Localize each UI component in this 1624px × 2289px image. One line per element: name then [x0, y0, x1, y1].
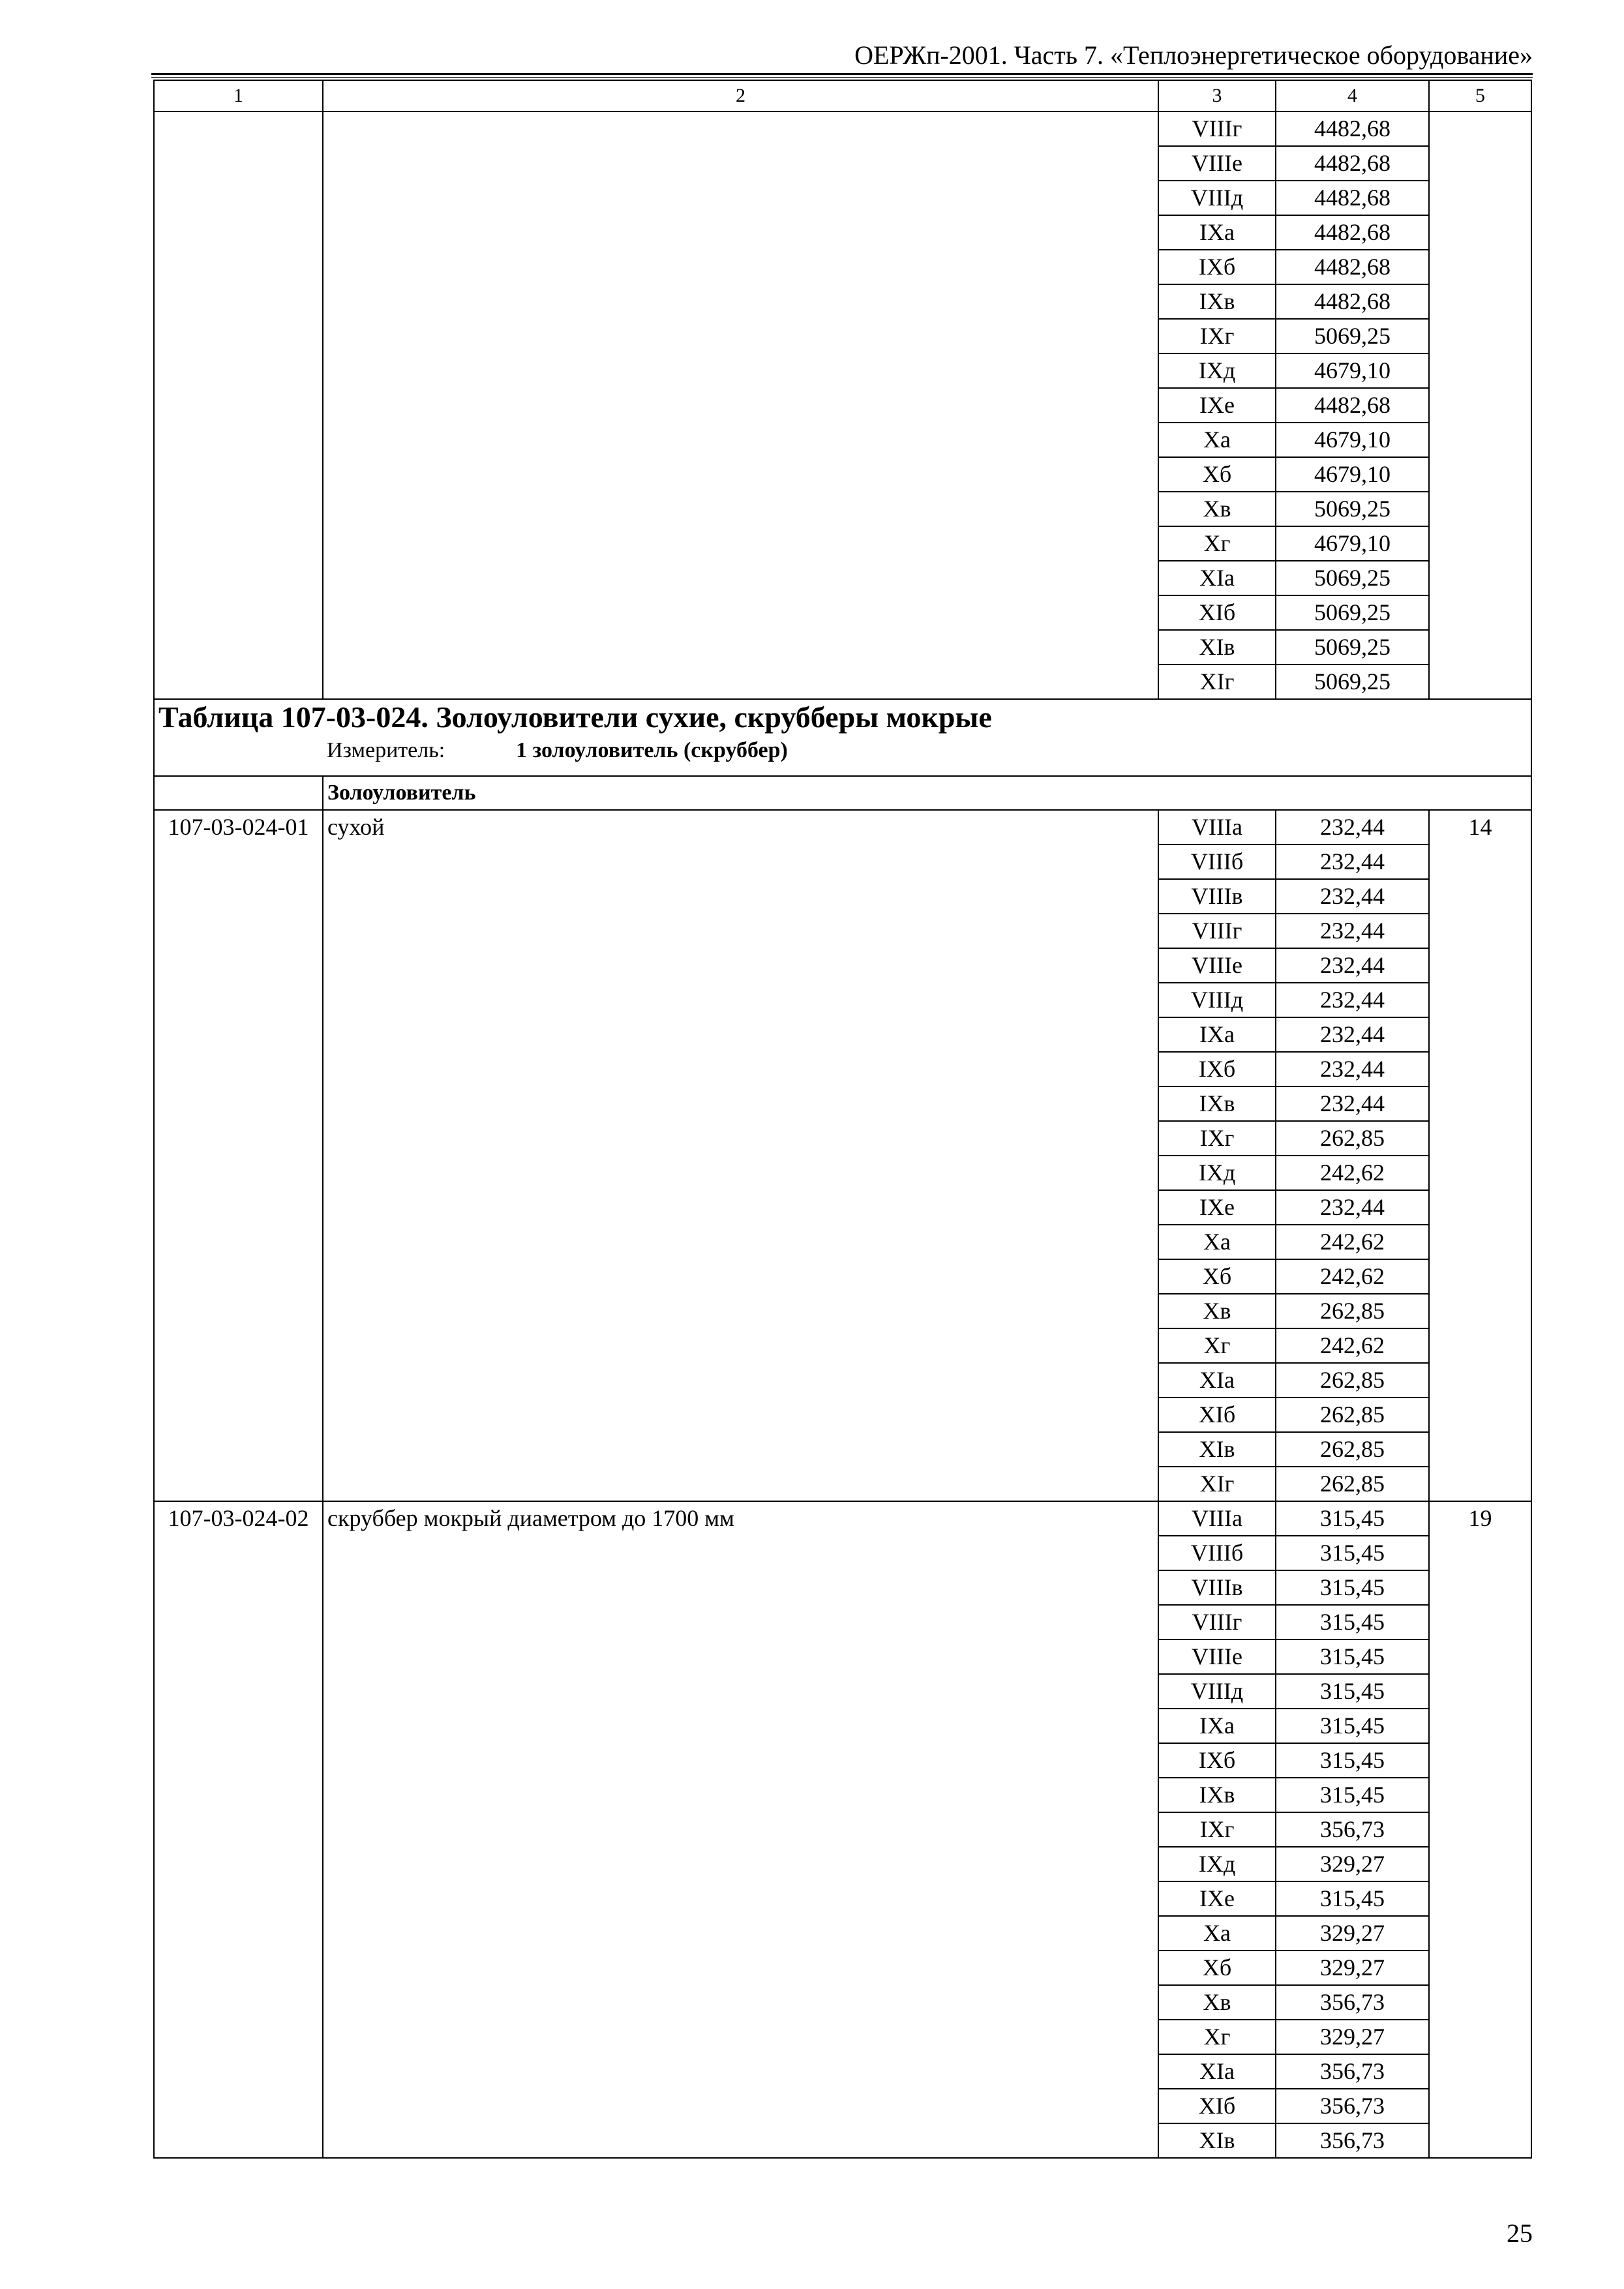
price-value-cell: 4482,68: [1276, 146, 1429, 181]
page-number: 25: [1507, 2219, 1533, 2248]
region-class-cell: IXд: [1158, 353, 1276, 388]
region-class-cell: IXа: [1158, 1709, 1276, 1743]
region-class-cell: XIг: [1158, 665, 1276, 699]
norm-cell: 19: [1429, 1501, 1531, 2158]
region-class-cell: Xа: [1158, 423, 1276, 457]
page-header: ОЕРЖп-2001. Часть 7. «Теплоэнергетическое оборудование»: [854, 40, 1533, 70]
price-value-cell: 5069,25: [1276, 630, 1429, 665]
region-class-cell: VIIIб: [1158, 1536, 1276, 1570]
header-rule: [151, 73, 1533, 75]
price-value-cell: 315,45: [1276, 1881, 1429, 1916]
price-value-cell: 4679,10: [1276, 353, 1429, 388]
code-cell: 107-03-024-01: [154, 810, 323, 1501]
region-class-cell: IXг: [1158, 319, 1276, 353]
price-value-cell: 329,27: [1276, 1916, 1429, 1951]
region-class-cell: Xа: [1158, 1916, 1276, 1951]
price-value-cell: 232,44: [1276, 948, 1429, 983]
price-value-cell: 242,62: [1276, 1225, 1429, 1259]
price-value-cell: 4679,10: [1276, 526, 1429, 561]
table-title: Таблица 107-03-024. Золоуловители сухие, скрубберы мокрые: [158, 700, 992, 734]
measure-value: 1 золоуловитель (скруббер): [516, 738, 788, 762]
region-class-cell: XIг: [1158, 1467, 1276, 1501]
region-class-cell: VIIIб: [1158, 845, 1276, 879]
group-spacer-cell: [154, 776, 323, 810]
region-class-cell: VIIIд: [1158, 181, 1276, 215]
region-class-cell: IXв: [1158, 1778, 1276, 1812]
column-numbers-row: [154, 80, 1531, 112]
region-class-cell: IXа: [1158, 215, 1276, 250]
description-cell: сухой: [323, 810, 1158, 1501]
region-class-cell: Xв: [1158, 492, 1276, 526]
region-class-cell: IXб: [1158, 250, 1276, 284]
table-row: [154, 810, 1531, 845]
region-class-cell: Xг: [1158, 2020, 1276, 2054]
region-class-cell: XIв: [1158, 630, 1276, 665]
price-value-cell: 242,62: [1276, 1328, 1429, 1363]
price-value-cell: 356,73: [1276, 1812, 1429, 1847]
region-class-cell: IXв: [1158, 1086, 1276, 1121]
region-class-cell: Xб: [1158, 457, 1276, 492]
region-class-cell: VIIIг: [1158, 1605, 1276, 1639]
column-number: 3: [1158, 80, 1276, 112]
price-value-cell: 242,62: [1276, 1259, 1429, 1294]
price-value-cell: 315,45: [1276, 1605, 1429, 1639]
table-row: [154, 1501, 1531, 1536]
price-value-cell: 5069,25: [1276, 561, 1429, 595]
region-class-cell: IXг: [1158, 1121, 1276, 1156]
price-value-cell: 4679,10: [1276, 457, 1429, 492]
price-value-cell: 232,44: [1276, 914, 1429, 948]
column-number: 4: [1276, 80, 1429, 112]
price-value-cell: 4482,68: [1276, 250, 1429, 284]
region-class-cell: XIв: [1158, 1432, 1276, 1467]
price-value-cell: 5069,25: [1276, 665, 1429, 699]
region-class-cell: IXб: [1158, 1052, 1276, 1086]
region-class-cell: Xг: [1158, 526, 1276, 561]
price-value-cell: 315,45: [1276, 1709, 1429, 1743]
region-class-cell: XIа: [1158, 561, 1276, 595]
price-value-cell: 315,45: [1276, 1536, 1429, 1570]
region-class-cell: IXд: [1158, 1156, 1276, 1190]
price-value-cell: 232,44: [1276, 845, 1429, 879]
code-cell: 107-03-024-02: [154, 1501, 323, 2158]
region-class-cell: XIа: [1158, 2054, 1276, 2089]
price-value-cell: 356,73: [1276, 2054, 1429, 2089]
column-number: 1: [154, 80, 323, 112]
header-rule-thin: [151, 77, 1533, 78]
region-class-cell: XIа: [1158, 1363, 1276, 1398]
region-class-cell: IXв: [1158, 284, 1276, 319]
region-class-cell: Xа: [1158, 1225, 1276, 1259]
price-value-cell: 4482,68: [1276, 181, 1429, 215]
region-class-cell: XIб: [1158, 1398, 1276, 1432]
price-value-cell: 5069,25: [1276, 595, 1429, 630]
price-value-cell: 232,44: [1276, 810, 1429, 845]
region-class-cell: Xб: [1158, 1259, 1276, 1294]
price-value-cell: 232,44: [1276, 983, 1429, 1017]
region-class-cell: VIIIе: [1158, 948, 1276, 983]
price-table: [153, 80, 1532, 2159]
price-value-cell: 4679,10: [1276, 423, 1429, 457]
region-class-cell: VIIIг: [1158, 112, 1276, 146]
region-class-cell: Xв: [1158, 1985, 1276, 2020]
region-class-cell: IXб: [1158, 1743, 1276, 1778]
region-class-cell: Xв: [1158, 1294, 1276, 1328]
price-value-cell: 232,44: [1276, 1052, 1429, 1086]
price-value-cell: 315,45: [1276, 1639, 1429, 1674]
table-title-row: [154, 699, 1531, 776]
region-class-cell: VIIIг: [1158, 914, 1276, 948]
region-class-cell: VIIIе: [1158, 146, 1276, 181]
price-value-cell: 262,85: [1276, 1398, 1429, 1432]
region-class-cell: IXд: [1158, 1847, 1276, 1881]
price-value-cell: 232,44: [1276, 1086, 1429, 1121]
region-class-cell: VIIIд: [1158, 1674, 1276, 1709]
price-value-cell: 4482,68: [1276, 388, 1429, 423]
price-value-cell: 262,85: [1276, 1467, 1429, 1501]
price-value-cell: 356,73: [1276, 2123, 1429, 2158]
description-cell: скруббер мокрый диаметром до 1700 мм: [323, 1501, 1158, 2158]
price-value-cell: 315,45: [1276, 1743, 1429, 1778]
measure-label: Измеритель:: [327, 738, 445, 762]
column-number: 5: [1429, 80, 1531, 112]
group-row: [154, 776, 1531, 810]
region-class-cell: IXг: [1158, 1812, 1276, 1847]
table-row: [154, 112, 1531, 146]
price-value-cell: 262,85: [1276, 1121, 1429, 1156]
region-class-cell: VIIIа: [1158, 1501, 1276, 1536]
price-value-cell: 242,62: [1276, 1156, 1429, 1190]
region-class-cell: IXа: [1158, 1017, 1276, 1052]
region-class-cell: XIб: [1158, 595, 1276, 630]
price-value-cell: 329,27: [1276, 1847, 1429, 1881]
region-class-cell: IXе: [1158, 1881, 1276, 1916]
measure-row: [158, 735, 1527, 766]
price-value-cell: 262,85: [1276, 1363, 1429, 1398]
region-class-cell: XIб: [1158, 2089, 1276, 2123]
region-class-cell: XIв: [1158, 2123, 1276, 2158]
price-value-cell: 5069,25: [1276, 492, 1429, 526]
price-value-cell: 4482,68: [1276, 284, 1429, 319]
region-class-cell: VIIIе: [1158, 1639, 1276, 1674]
column-number: 2: [323, 80, 1158, 112]
price-value-cell: 315,45: [1276, 1778, 1429, 1812]
region-class-cell: VIIIд: [1158, 983, 1276, 1017]
price-value-cell: 315,45: [1276, 1570, 1429, 1605]
price-value-cell: 262,85: [1276, 1294, 1429, 1328]
code-cell: [154, 112, 323, 699]
region-class-cell: IXе: [1158, 388, 1276, 423]
region-class-cell: VIIIв: [1158, 879, 1276, 914]
price-table-body: [154, 80, 1531, 2158]
price-value-cell: 356,73: [1276, 1985, 1429, 2020]
norm-cell: [1429, 112, 1531, 699]
group-label: Золоуловитель: [323, 776, 1531, 810]
norm-cell: 14: [1429, 810, 1531, 1501]
price-value-cell: 232,44: [1276, 879, 1429, 914]
price-value-cell: 329,27: [1276, 1951, 1429, 1985]
price-value-cell: 262,85: [1276, 1432, 1429, 1467]
table-title-cell: [154, 699, 1531, 776]
region-class-cell: Xг: [1158, 1328, 1276, 1363]
price-value-cell: 4482,68: [1276, 112, 1429, 146]
price-value-cell: 356,73: [1276, 2089, 1429, 2123]
description-cell: [323, 112, 1158, 699]
price-value-cell: 232,44: [1276, 1017, 1429, 1052]
region-class-cell: VIIIв: [1158, 1570, 1276, 1605]
price-value-cell: 329,27: [1276, 2020, 1429, 2054]
price-value-cell: 315,45: [1276, 1674, 1429, 1709]
price-value-cell: 232,44: [1276, 1190, 1429, 1225]
price-value-cell: 5069,25: [1276, 319, 1429, 353]
region-class-cell: VIIIа: [1158, 810, 1276, 845]
price-value-cell: 4482,68: [1276, 215, 1429, 250]
region-class-cell: IXе: [1158, 1190, 1276, 1225]
price-value-cell: 315,45: [1276, 1501, 1429, 1536]
region-class-cell: Xб: [1158, 1951, 1276, 1985]
